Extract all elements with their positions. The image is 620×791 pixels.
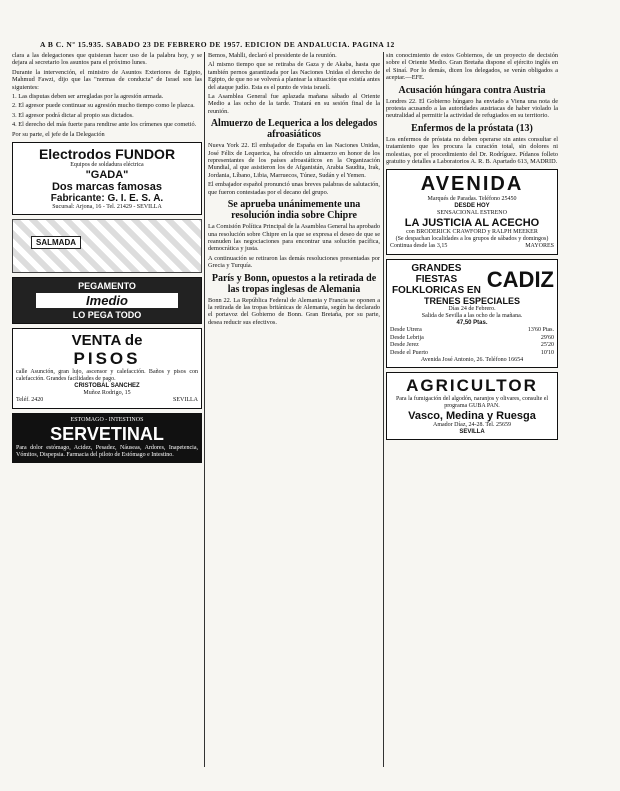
article-text: Nueva York 22. El embajador de España en las Naciones Unidas, José Félix de Lequerica, ha ofrecido un almuerzo en honor de los representantes de los países afroasiáticos en la Organización Mundial, al que asistieron los de Afganistán, Arabia Saudita, Irak, Jordania, Líbano, Libia, Marruecos, Túnez, Sudán y el Yemen. bbox=[208, 142, 380, 179]
ad-subtitle: Marqués de Paradas. Teléfono 25450 bbox=[427, 196, 517, 203]
article-text: Bonn 22. La República Federal de Alemania y Francia se oponen a la retirada de las tropas británicas de Alemania, según ha declarado el portavoz del Gobierno de Bonn. Gran Bretaña, por su parte, desea reducir sus efectivos. bbox=[208, 296, 380, 326]
page-header: A B C. Nº 15.935. SABADO 23 DE FEBRERO DE 1957. EDICION DE ANDALUCIA. PAGINA 12 bbox=[40, 40, 395, 49]
list-item: 1. Las disputas deben ser arregladas por la agresión armada. bbox=[12, 93, 164, 101]
fare-origin: Desde Lebrija bbox=[390, 334, 424, 341]
ad-brand: "GADA" bbox=[85, 169, 129, 182]
fare-origin: Desde el Puerto bbox=[390, 349, 428, 356]
article-text: Londres 22. El Gobierno húngaro ha enviado a Viena una nota de protesta acusando a las autoridades austriacas de haber violado la neutralidad al permitir la actividad de refugiados en su territorio. bbox=[386, 97, 558, 120]
ad-phone: Teléf. 2420 bbox=[16, 397, 44, 404]
fare-price: 25'20 bbox=[540, 342, 554, 349]
list-item: 4. El derecho del más fuerte para rendirse ante los crímenes que cometió. bbox=[12, 121, 197, 129]
ad-info: Avenida José Antonio, 26. Teléfono 16654 bbox=[420, 357, 524, 364]
article-text: Al mismo tiempo que se retiraba de Gaza y de Akaba, hasta que también pernos garantizada por las Naciones Unidas el derecho de Egipto, de que no se volverá a plantear la situación que existía antes del ataque judío. Esta es el punto de vista israelí. bbox=[208, 61, 380, 91]
ad-name: CRISTOBAL SANCHEZ bbox=[74, 383, 140, 390]
ad-note: (Se despachan localidades a los grupos de sábados y domingos) bbox=[395, 236, 549, 243]
ad-subtitle: Equipos de soldadura eléctrica bbox=[70, 162, 144, 169]
ad-text: Salida de Sevilla a las ocho de la mañana. bbox=[421, 313, 523, 320]
article-text: Por su parte, el jefe de la Delegación bbox=[12, 130, 105, 138]
ad-address: Muñoz Rodrigo, 15 bbox=[83, 390, 131, 397]
fare-origin: Desde Jerez bbox=[390, 342, 419, 349]
ad-line: Fabricante: G. I. E. S. A. bbox=[50, 193, 164, 205]
ad-avenida-cinema bbox=[386, 169, 558, 255]
ad-title: PEGAMENTO bbox=[78, 281, 136, 292]
ad-title: PISOS bbox=[73, 349, 141, 369]
ad-title: FOLKLORICAS EN bbox=[391, 285, 481, 297]
ad-address: Amador Díaz, 24-28. Tel. 25659 bbox=[433, 422, 511, 429]
ad-text: Para dolor estómago, Acidez, Pesadez, Náuseas, Ardores, Inapetencia, Vómitos, Dispepsia. Farmacia del piloto de Estómago e Intestino. bbox=[16, 444, 198, 458]
ad-agricultor bbox=[386, 372, 558, 440]
ad-times: Continua desde las 3,15 bbox=[390, 243, 448, 250]
fare-price: 13'60 Ptas. bbox=[527, 327, 554, 334]
movie-cast: con BRODERICK CRAWFORD y RALPH MEEKER bbox=[406, 229, 538, 236]
article-text: Bemos, Mahlli, declaró el presidente de la reunión. bbox=[208, 52, 337, 59]
column-rule bbox=[383, 52, 384, 767]
headline: Enfermos de la próstata (13) bbox=[411, 122, 533, 134]
article-text: clara a las delegaciones que quisieran hacer uso de la palabra hoy, y se dejara al secretario los asuntos para el próximo lunes. bbox=[12, 52, 202, 67]
ad-venta-pisos bbox=[12, 328, 202, 409]
list-item: 2. El agresor puede continuar su agresión mucho tiempo como le plazca. bbox=[12, 102, 195, 110]
column-rule bbox=[204, 52, 205, 767]
ad-top: ESTOMAGO - INTESTINOS bbox=[70, 416, 144, 423]
headline: Se aprueba unánimemente una resolución india sobre Chipre bbox=[227, 199, 361, 222]
ad-date: Días 24 de Febrero. bbox=[448, 306, 496, 313]
ad-title: GRANDES FIESTAS bbox=[411, 263, 462, 286]
ad-line: DESDE HOY bbox=[454, 203, 490, 210]
fare-price: 29'60 bbox=[540, 334, 554, 341]
ad-city: CADIZ bbox=[486, 266, 554, 292]
column-right bbox=[386, 52, 558, 771]
ad-electrodos bbox=[12, 142, 202, 215]
ad-city: SEVILLA bbox=[173, 397, 198, 404]
article-text: Los enfermos de próstata no deben operarse sin antes consultar el tratamiento que les procura la curación total, sin dolores ni molestias, por el procedimiento del Dr. Rodríguez. Pídanos folleto gratuito y detalles a Laboratorios A. R. B. Apartado 613, MADRID. bbox=[386, 135, 558, 166]
article-text: El embajador español pronunció unas breves palabras de salutación, que fueron contestadas por el decano del grupo. bbox=[208, 181, 380, 196]
ad-brand: SERVETINAL bbox=[50, 423, 164, 444]
ad-title: Electrodos FUNDOR bbox=[38, 146, 176, 163]
article-text: A continuación se retiraron las demás resoluciones presentadas por Grecia y Turquía. bbox=[208, 254, 380, 270]
ad-line: SENSACIONAL ESTRENO bbox=[437, 210, 507, 217]
list-item: 3. El agresor podrá dictar al propio sus dictados. bbox=[12, 111, 134, 119]
ad-servetinal bbox=[12, 413, 202, 463]
ad-salmada-graphic bbox=[12, 219, 202, 273]
ad-line: Dos marcas famosas bbox=[51, 181, 163, 194]
ad-city: SEVILLA bbox=[459, 429, 485, 436]
ad-text: calle Asunción, gran lujo, ascensor y calefacción. Baños y pisos con calefacción. Grandes facilidades de pago. bbox=[16, 369, 198, 383]
headline: París y Bonn, opuestos a la retirada de las tropas inglesas de Alemania bbox=[211, 272, 377, 295]
ad-title: VENTA de bbox=[71, 332, 143, 350]
fare-origin: Desde Utrera bbox=[390, 327, 422, 334]
article-text: Durante la intervención, el ministro de Asuntos Exteriores de Egipto, Mahmud Fawzi, dijo que las "normas de conducta" de Israel son las siguientes: bbox=[12, 68, 202, 91]
ad-text: Para la fumigación del algodón, naranjos y olivares, consulte el programa GUBA PAN. bbox=[395, 396, 549, 410]
headline: Almuerzo de Lequerica a los delegados afroasiáticos bbox=[210, 118, 378, 141]
ad-name: Vasco, Medina y Ruesga bbox=[408, 410, 536, 423]
fare-price: 10'10 bbox=[540, 349, 554, 356]
column-left bbox=[12, 52, 202, 771]
ad-title: AVENIDA bbox=[420, 173, 524, 196]
article-text: sin conocimiento de estos Gobiernos, de un proyecto de decisión sobre el Oriente Medio. Gran Bretaña dispone el ejército inglés en el Sinaí. Por lo demás, dicen los delegados, se verán obligados a aceptar.—EFE. bbox=[386, 52, 558, 82]
ad-address: Sucursal: Arjona, 16 - Tel. 21429 - SEVILLA bbox=[52, 204, 162, 211]
article-text: La Comisión Política Principal de la Asamblea General ha aprobado una resolución sobre Chipre en la que se expresa el deseo de que se reanuden las negociaciones para encontrar una solución pacífica, democrática y justa. bbox=[208, 223, 380, 253]
headline: Acusación húngara contra Austria bbox=[398, 84, 546, 96]
ad-slogan: LO PEGA TODO bbox=[72, 310, 142, 321]
ad-brand: Imedio bbox=[36, 293, 178, 308]
ad-pegamento bbox=[12, 277, 202, 324]
movie-title: LA JUSTICIA AL ACECHO bbox=[404, 217, 540, 230]
ad-price: 47,50 Ptas. bbox=[456, 320, 488, 327]
column-center bbox=[208, 52, 380, 771]
ad-fiestas-cadiz bbox=[386, 259, 558, 368]
ad-title: AGRICULTOR bbox=[406, 376, 538, 396]
article-text: La Asamblea General fue aplazada mañana sábado al Oriente Medio a las ocho de la tarde. Tratará en su sesión final de la reunión. bbox=[208, 93, 380, 115]
ad-subtitle: TRENES ESPECIALES bbox=[423, 296, 521, 307]
ad-word: SALMADA bbox=[31, 236, 81, 249]
ad-rating: MAYORES bbox=[525, 243, 554, 250]
